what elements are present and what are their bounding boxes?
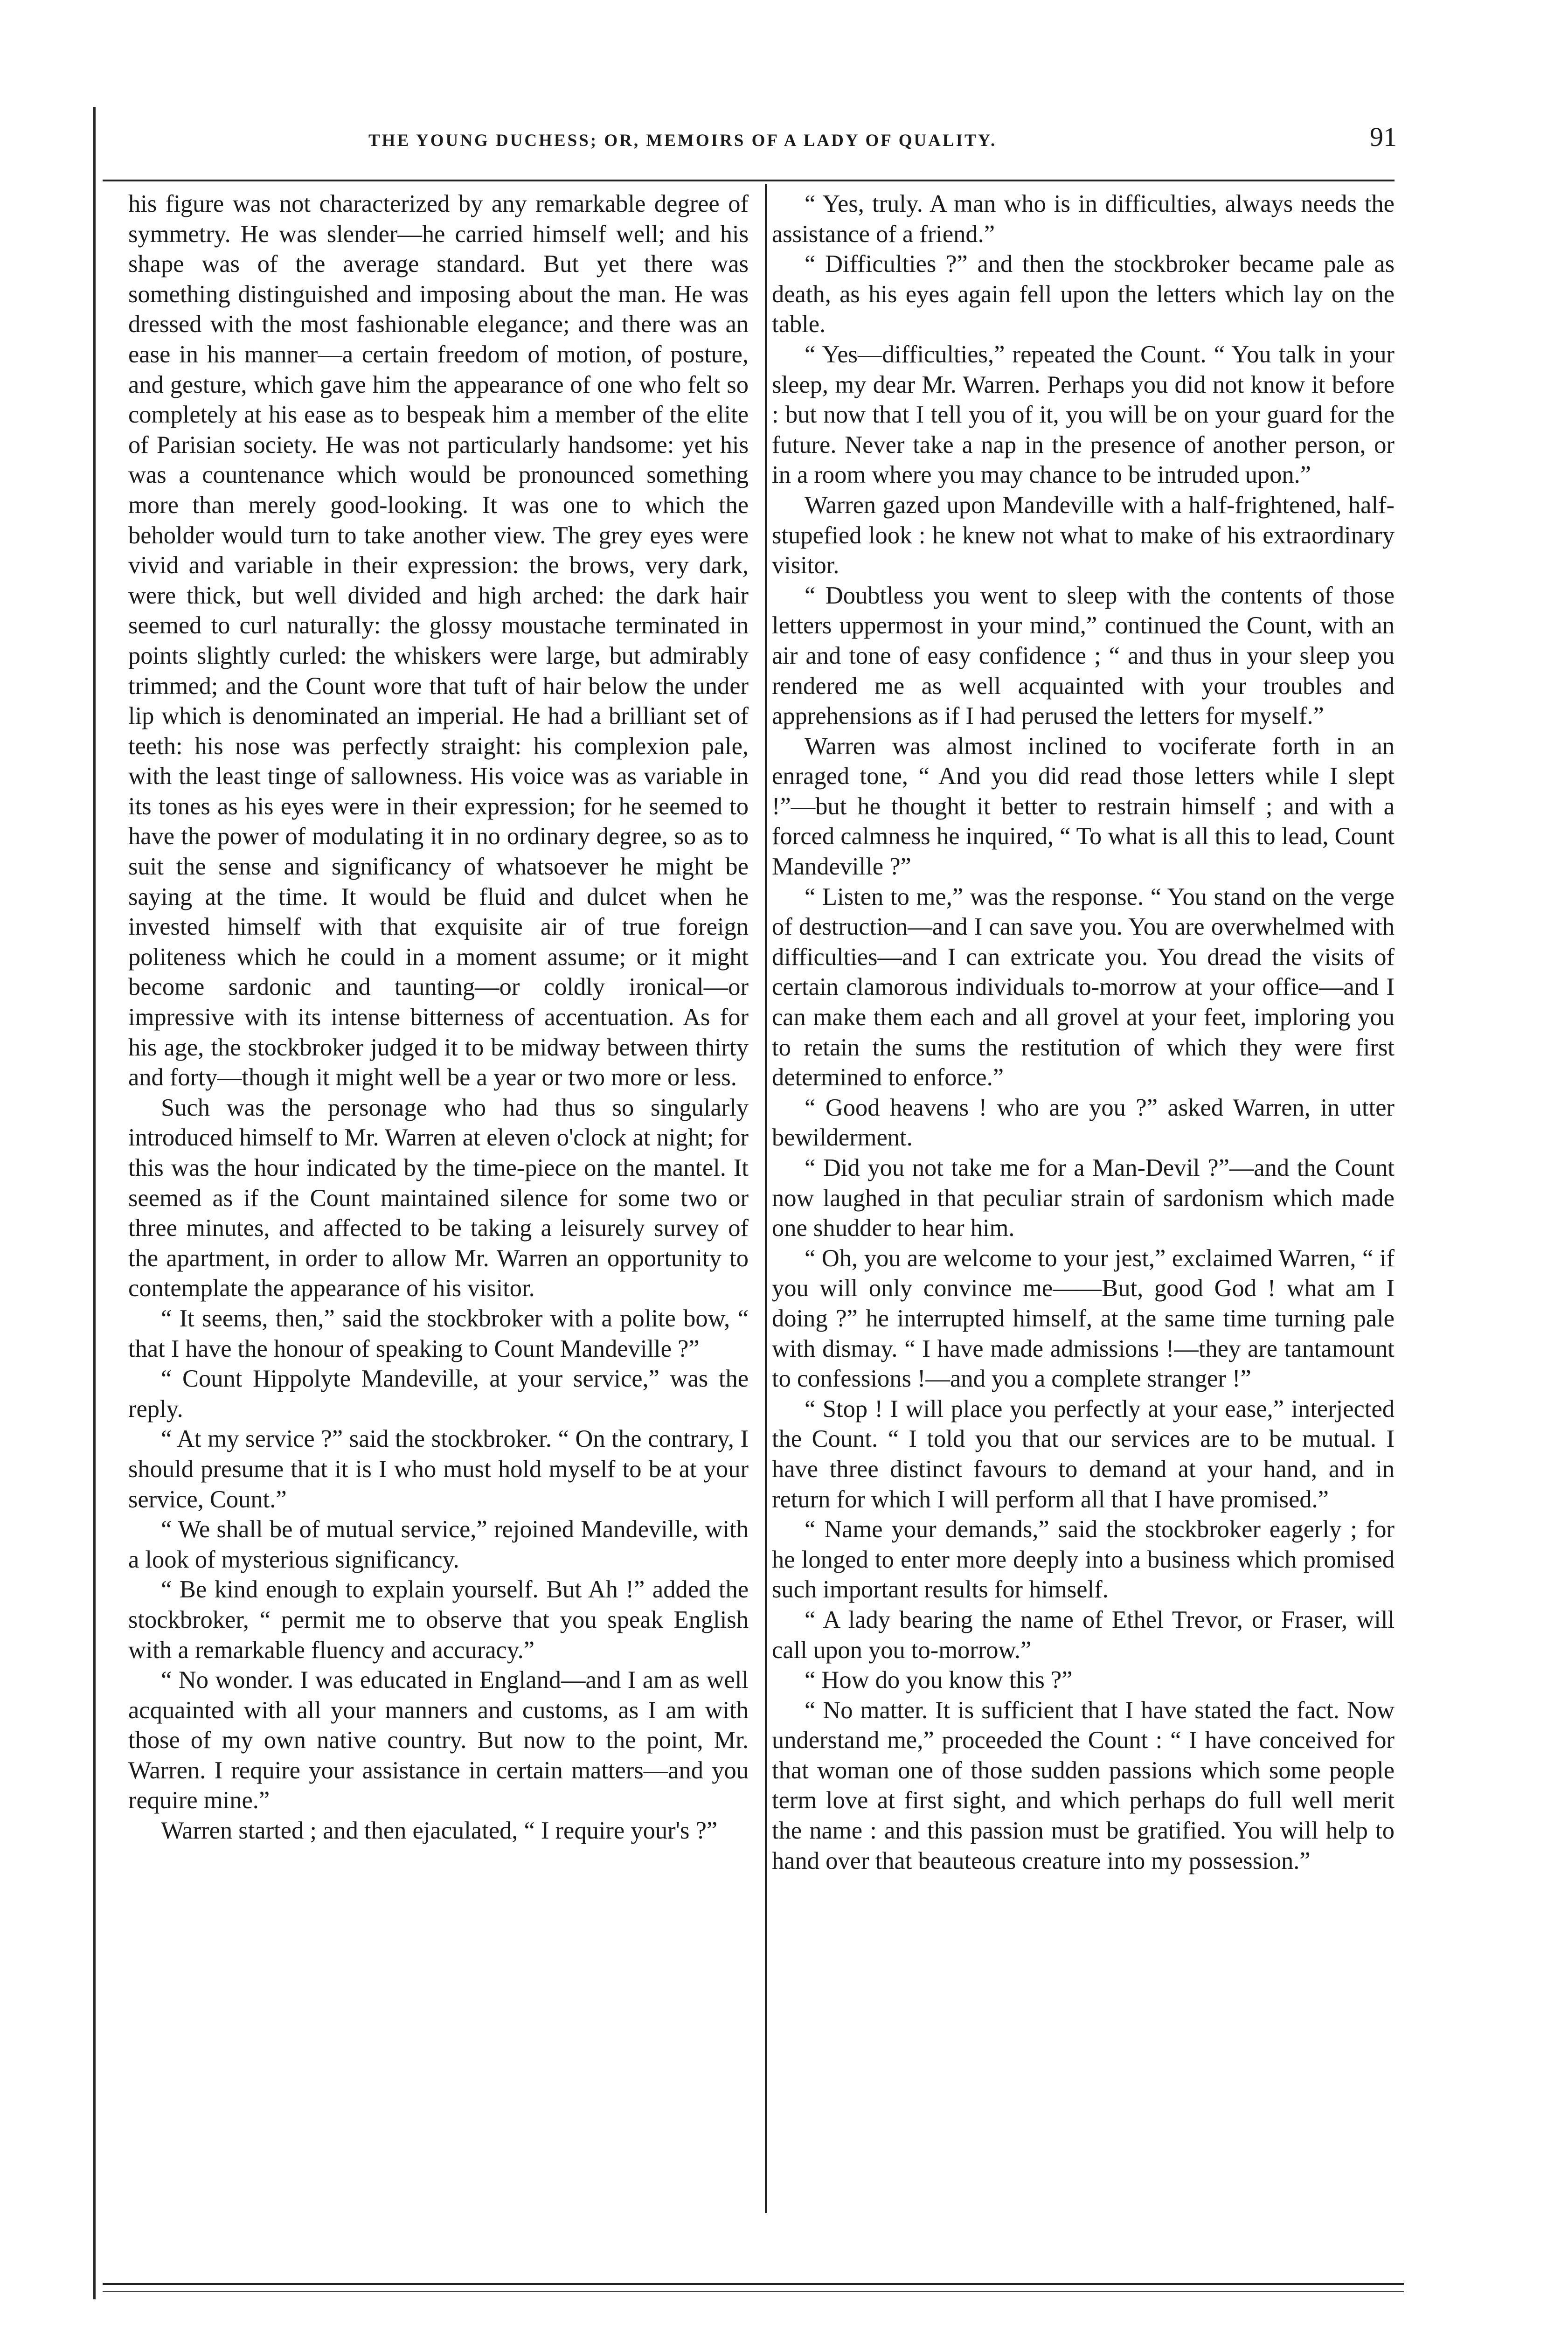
paragraph: “ How do you know this ?”: [805, 1666, 1073, 1694]
paragraph: “ At my service ?” said the stockbroker. “ On the contrary, I should presume that it is I who must hold myself to be at your service, Count.”: [128, 1425, 749, 1513]
paragraph: his figure was not characterized by any remarkable degree of symmetry. He was slender—he carried himself well; and his shape was of the average standard. But yet there was something distinguished and imposing about the man. He was dressed with the most fashionable elegance; and there was an ease in his manner—a certain freedom of motion, of posture, and gesture, which gave him the appearance of one who felt so completely at his ease as to bespeak him a member of the elite of Parisian society. He was not particularly handsome: yet his was a countenance which would be pronounced something more than merely good-looking. It was one to which the beholder would turn to take another view. The grey eyes were vivid and variable in their expression: the brows, very dark, were thick, but well divided and high arched: the dark hair seemed to curl naturally: the glossy moustache terminated in points slightly curled: the whiskers were large, but admirably trimmed; and the Count wore that tuft of hair below the under lip which is denominated an imperial. He had a brilliant set of teeth: his nose was perfectly straight: his complexion pale, with the least tinge of sallowness. His voice was as variable in its tones as his eyes were in their expression; for he seemed to have the power of modulating it in no ordinary degree, so as to suit the sense and significancy of whatsoever he might be saying at the time. It would be fluid and dulcet when he invested himself with that exquisite air of true foreign politeness which he could in a moment assume; or it might become sardonic and taunting—or coldly ironical—or impressive with its intense bitterness of accentuation. As for his age, the stockbroker judged it to be midway between thirty and forty—though it might well be a year or two more or less.: [128, 190, 749, 1091]
paragraph: “ No wonder. I was educated in England—and I am as well acquainted with all your manners and customs, as I am with those of my own native country. But now to the point, Mr. Warren. I require your assistance in certain matters—and you require mine.”: [128, 1666, 749, 1814]
paragraph: “ Listen to me,” was the response. “ You stand on the verge of destruction—and I can save you. You are overwhelmed with difficulties—and I can extricate you. You dread the visits of certain clamorous individuals to-morrow at your office—and I can make them each and all grovel at your feet, imploring you to retain the sums the restitution of which they were first determined to enforce.”: [772, 883, 1395, 1091]
running-title: THE YOUNG DUCHESS; OR, MEMOIRS OF A LADY OF QUALITY.: [368, 131, 997, 150]
left-column: [128, 189, 749, 1846]
paragraph: “ Yes—difficulties,” repeated the Count. “ You talk in your sleep, my dear Mr. Warren. Perhaps you did not know it before : but now that I tell you of it, you will be on your guard for the future. Never take a nap in the presence of another person, or in a room where you may chance to be intruded upon.”: [772, 340, 1395, 489]
paragraph: “ It seems, then,” said the stockbroker with a polite bow, “ that I have the honour of speaking to Count Mandeville ?”: [128, 1305, 749, 1362]
paragraph: “ Difficulties ?” and then the stockbroker became pale as death, as his eyes again fell upon the letters which lay on the table.: [772, 250, 1395, 338]
paragraph: “ Name your demands,” said the stockbroker eagerly ; for he longed to enter more deeply into a business which promised such important results for himself.: [772, 1516, 1395, 1603]
paragraph: “ Stop ! I will place you perfectly at your ease,” interjected the Count. “ I told you that our services are to be mutual. I have three distinct favours to demand at your hand, and in return for which I will perform all that I have promised.”: [772, 1395, 1395, 1513]
footer-rule: [103, 2283, 1404, 2285]
header-rule: [103, 180, 1395, 181]
column-divider: [765, 184, 767, 2213]
paragraph: Warren was almost inclined to vociferate forth in an enraged tone, “ And you did read those letters while I slept !”—but he thought it better to restrain himself ; and with a forced calmness he inquired, “ To what is all this to lead, Count Mandeville ?”: [772, 732, 1395, 881]
paragraph: “ Be kind enough to explain yourself. But Ah !” added the stockbroker, “ permit me to observe that you speak English with a remarkable fluency and accuracy.”: [128, 1576, 749, 1664]
paragraph: Warren gazed upon Mandeville with a half-frightened, half-stupefied look : he knew not what to make of his extraordinary visitor.: [772, 491, 1395, 579]
paragraph: “ Yes, truly. A man who is in difficulties, always needs the assistance of a friend.”: [772, 190, 1395, 248]
paragraph: “ Oh, you are welcome to your jest,” exclaimed Warren, “ if you will only convince me——But, good God ! what am I doing ?” he interrupted himself, at the same time turning pale with dismay. “ I have made admissions !—they are tantamount to confessions !—and you a complete stranger !”: [772, 1244, 1395, 1393]
paragraph: “ A lady bearing the name of Ethel Trevor, or Fraser, will call upon you to-morrow.”: [772, 1606, 1395, 1664]
paragraph: “ Count Hippolyte Mandeville, at your service,” was the reply.: [128, 1365, 749, 1423]
paragraph: “ No matter. It is sufficient that I have stated the fact. Now understand me,” proceeded the Count : “ I have conceived for that woman one of those sudden passions which some people term love at first sight, and which perhaps do full well merit the name : and this passion must be gratified. You will help to hand over that beauteous creature into my possession.”: [772, 1696, 1395, 1874]
footer-rule-thin: [103, 2291, 1404, 2292]
paragraph: “ Did you not take me for a Man-Devil ?”—and the Count now laughed in that peculiar strain of sardonism which made one shudder to hear him.: [772, 1154, 1395, 1242]
paragraph: Such was the personage who had thus so singularly introduced himself to Mr. Warren at eleven o'clock at night; for this was the hour indicated by the time-piece on the mantel. It seemed as if the Count maintained silence for some two or three minutes, and affected to be taking a leisurely survey of the apartment, in order to allow Mr. Warren an opportunity to contemplate the appearance of his visitor.: [128, 1094, 749, 1302]
page-header: [131, 117, 1397, 168]
paragraph: Warren started ; and then ejaculated, “ I require your's ?”: [161, 1817, 718, 1845]
right-column: [772, 189, 1395, 1876]
left-margin-rule: [93, 107, 96, 2299]
paragraph: “ Good heavens ! who are you ?” asked Warren, in utter bewilderment.: [772, 1094, 1395, 1152]
page-number: 91: [1370, 122, 1397, 152]
paragraph: “ We shall be of mutual service,” rejoined Mandeville, with a look of mysterious significancy.: [128, 1516, 749, 1573]
paragraph: “ Doubtless you went to sleep with the contents of those letters uppermost in your mind,” continued the Count, with an air and tone of easy confidence ; “ and thus in your sleep you rendered me as well acquainted with your troubles and apprehensions as if I had perused the letters for myself.”: [772, 582, 1395, 730]
